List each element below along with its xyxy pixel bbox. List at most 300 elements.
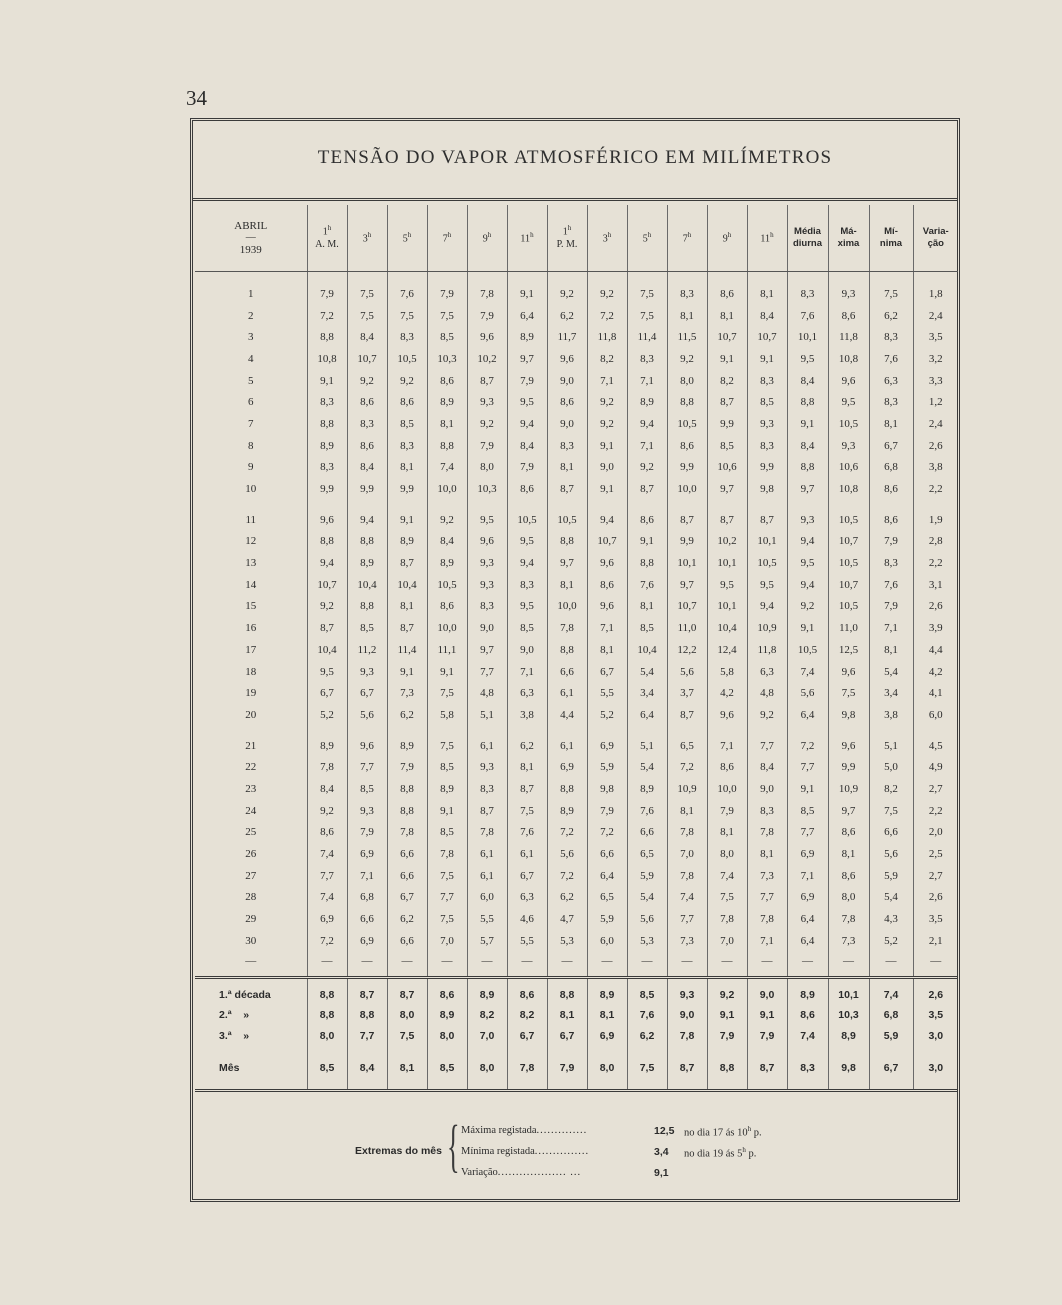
value-cell: 9,4 (747, 596, 787, 618)
value-cell: 8,8 (427, 435, 467, 457)
value-cell: 7,1 (507, 661, 547, 683)
header-dash: — (245, 232, 256, 244)
value-cell: 10,9 (747, 617, 787, 639)
value-cell: 10,5 (828, 596, 869, 618)
value-cell: 7,1 (747, 930, 787, 952)
value-cell: 9,7 (667, 574, 707, 596)
value-cell: 8,8 (547, 531, 587, 553)
hour-suffix: h (607, 230, 612, 239)
summary-value: 6,7 (869, 1058, 913, 1079)
spacer-cell (467, 272, 507, 284)
summary-value: 8,1 (547, 1005, 587, 1026)
value-cell: 11,1 (427, 639, 467, 661)
value-cell: 10,4 (627, 639, 667, 661)
value-cell: 6,2 (387, 704, 427, 726)
spacer-cell (195, 500, 307, 509)
spacer-cell (747, 500, 787, 509)
value-cell: 5,6 (627, 908, 667, 930)
summary-value: 7,9 (547, 1058, 587, 1079)
value-cell: 6,9 (307, 908, 347, 930)
value-cell: 8,9 (387, 531, 427, 553)
hour-header (347, 205, 387, 272)
summary-value: 8,7 (347, 985, 387, 1006)
value-cell: 6,9 (787, 843, 828, 865)
value-cell: 10,7 (587, 531, 627, 553)
value-cell: 7,2 (667, 756, 707, 778)
value-cell: 8,6 (347, 435, 387, 457)
value-cell: 10,5 (507, 509, 547, 531)
hour-header (427, 205, 467, 272)
day-cell: 1 (248, 287, 254, 300)
spacer-cell (747, 977, 787, 985)
spacer-cell (507, 1046, 547, 1058)
value-cell: 7,4 (667, 887, 707, 909)
value-cell: 7,5 (869, 800, 913, 822)
spacer-cell (307, 726, 347, 735)
summary-value: 8,8 (307, 1005, 347, 1026)
value-cell: 9,1 (587, 478, 627, 500)
value-cell: 9,4 (307, 552, 347, 574)
spacer-cell (347, 1046, 387, 1058)
spacer-cell (627, 1046, 667, 1058)
value-cell: 10,7 (347, 348, 387, 370)
value-cell: 6,6 (387, 930, 427, 952)
day-cell: 13 (245, 557, 257, 570)
value-cell: 10,5 (547, 509, 587, 531)
summary-value: 7,7 (347, 1026, 387, 1047)
summary-value: 9,3 (667, 985, 707, 1006)
table-row (195, 305, 958, 327)
value-cell: 8,8 (787, 391, 828, 413)
value-cell: 7,1 (627, 435, 667, 457)
spacer-cell (387, 970, 427, 978)
value-cell: 7,4 (307, 887, 347, 909)
value-cell: 10,5 (667, 413, 707, 435)
dash-cell: — (387, 952, 427, 970)
value-cell: 7,5 (427, 682, 467, 704)
hour-number: 11 (760, 232, 771, 244)
value-cell: 8,7 (547, 478, 587, 500)
value-cell: 8,9 (427, 391, 467, 413)
spacer-row (195, 500, 958, 509)
summary-value: 8,7 (747, 1058, 787, 1079)
value-cell: 9,0 (547, 370, 587, 392)
value-cell: 9,1 (747, 348, 787, 370)
day-cell: 11 (245, 513, 257, 526)
spacer-cell (913, 726, 958, 735)
hour-number: 7 (682, 232, 688, 244)
spacer-cell (869, 970, 913, 978)
value-cell: 9,1 (307, 370, 347, 392)
value-cell: 7,9 (869, 596, 913, 618)
spacer-cell (869, 726, 913, 735)
spacer-cell (427, 1046, 467, 1058)
spacer-cell (707, 970, 747, 978)
stat-header-line1: Mí- (884, 226, 898, 238)
day-cell: 18 (245, 665, 257, 678)
spacer-cell (667, 726, 707, 735)
value-cell: 10,5 (828, 552, 869, 574)
value-cell: 10,7 (747, 326, 787, 348)
value-cell: 10,9 (667, 778, 707, 800)
table-row (195, 661, 958, 683)
spacer-cell (787, 1046, 828, 1058)
value-cell: 7,7 (787, 756, 828, 778)
spacer-cell (913, 1046, 958, 1058)
value-cell: 11,8 (828, 326, 869, 348)
value-cell: 7,1 (869, 617, 913, 639)
value-cell: 10,0 (667, 478, 707, 500)
vapor-pressure-table (195, 205, 958, 1092)
extreme-dots: ................... ... (497, 1167, 582, 1178)
value-cell: 3,5 (913, 326, 958, 348)
value-cell: 4,4 (547, 704, 587, 726)
hour-header (667, 205, 707, 272)
spacer-cell (587, 1079, 627, 1091)
value-cell: 9,1 (707, 348, 747, 370)
value-cell: 4,9 (913, 756, 958, 778)
value-cell: 6,1 (507, 843, 547, 865)
value-cell: 9,6 (347, 735, 387, 757)
value-cell: 7,7 (467, 661, 507, 683)
value-cell: 5,4 (869, 661, 913, 683)
value-cell: 8,3 (467, 596, 507, 618)
value-cell: 6,1 (467, 735, 507, 757)
value-cell: 8,1 (869, 413, 913, 435)
value-cell: 8,6 (547, 391, 587, 413)
value-cell: 9,1 (587, 435, 627, 457)
table-row (195, 326, 958, 348)
spacer-cell (869, 272, 913, 284)
value-cell: 9,7 (787, 478, 828, 500)
value-cell: 5,9 (587, 908, 627, 930)
dash-cell: — (427, 952, 467, 970)
value-cell: 6,3 (507, 682, 547, 704)
hour-suffix: h (647, 230, 652, 239)
value-cell: 7,6 (627, 574, 667, 596)
value-cell: 6,0 (913, 704, 958, 726)
value-cell: 6,7 (869, 435, 913, 457)
value-cell: 12,2 (667, 639, 707, 661)
value-cell: 8,3 (307, 457, 347, 479)
value-cell: 9,9 (667, 457, 707, 479)
summary-value: 7,6 (627, 1005, 667, 1026)
value-cell: 4,5 (913, 735, 958, 757)
value-cell: 7,2 (547, 865, 587, 887)
value-cell: 8,3 (747, 435, 787, 457)
summary-value: 7,4 (787, 1026, 828, 1047)
spacer-cell (307, 970, 347, 978)
value-cell: 10,8 (307, 348, 347, 370)
value-cell: 9,1 (787, 413, 828, 435)
note-suffix: p. (745, 1148, 757, 1160)
value-cell: 7,0 (707, 930, 747, 952)
summary-value: 5,9 (869, 1026, 913, 1047)
value-cell: 9,8 (747, 478, 787, 500)
day-cell: 25 (245, 826, 257, 839)
summary-value: 8,8 (347, 1005, 387, 1026)
value-cell: 8,6 (828, 822, 869, 844)
value-cell: 7,2 (587, 822, 627, 844)
value-cell: 9,1 (387, 509, 427, 531)
hour-suffix: h (530, 230, 534, 239)
value-cell: 9,5 (507, 596, 547, 618)
table-row (195, 822, 958, 844)
value-cell: 8,8 (787, 457, 828, 479)
value-cell: 6,4 (787, 704, 828, 726)
value-cell: 6,6 (387, 843, 427, 865)
spacer-cell (307, 272, 347, 284)
summary-value: 7,8 (507, 1058, 547, 1079)
value-cell: 10,8 (828, 348, 869, 370)
summary-value: 7,8 (667, 1026, 707, 1047)
value-cell: 2,0 (913, 822, 958, 844)
value-cell: 8,7 (627, 478, 667, 500)
value-cell: 9,4 (507, 413, 547, 435)
value-cell: 9,6 (467, 531, 507, 553)
value-cell: 9,7 (828, 800, 869, 822)
value-cell: 9,2 (587, 413, 627, 435)
value-cell: 8,8 (347, 596, 387, 618)
dash-cell: — (707, 952, 747, 970)
value-cell: 8,6 (707, 283, 747, 305)
value-cell: 9,4 (627, 413, 667, 435)
value-cell: 5,5 (507, 930, 547, 952)
value-cell: 9,5 (787, 348, 828, 370)
month-label: ABRIL (234, 219, 268, 232)
dash-cell: — (587, 952, 627, 970)
value-cell: 7,6 (627, 800, 667, 822)
stat-header (787, 205, 828, 272)
dash-row (195, 952, 958, 970)
value-cell: 8,7 (667, 704, 707, 726)
stat-header (913, 205, 958, 272)
value-cell: 9,4 (347, 509, 387, 531)
stat-header-line1: Má- (840, 226, 857, 238)
value-cell: 8,3 (667, 283, 707, 305)
value-cell: 7,3 (747, 865, 787, 887)
value-cell: 7,4 (427, 457, 467, 479)
value-cell: 8,7 (507, 778, 547, 800)
value-cell: 8,4 (787, 435, 828, 457)
value-cell: 10,8 (828, 478, 869, 500)
summary-value: 8,0 (587, 1058, 627, 1079)
value-cell: 9,5 (747, 574, 787, 596)
value-cell: 8,8 (547, 639, 587, 661)
value-cell: 10,7 (707, 326, 747, 348)
table-row (195, 574, 958, 596)
value-cell: 6,5 (667, 735, 707, 757)
spacer-cell (387, 272, 427, 284)
extreme-name: Variação................... ... (461, 1167, 582, 1178)
spacer-cell (427, 726, 467, 735)
table-row (195, 639, 958, 661)
value-cell: 9,2 (307, 800, 347, 822)
day-cell: 23 (245, 782, 257, 795)
spacer-cell (387, 1079, 427, 1091)
value-cell: 10,7 (828, 574, 869, 596)
value-cell: 5,9 (869, 865, 913, 887)
table-row (195, 413, 958, 435)
header-row (195, 205, 958, 272)
value-cell: 8,7 (387, 552, 427, 574)
value-cell: 7,5 (627, 305, 667, 327)
value-cell: 9,6 (707, 704, 747, 726)
spacer-cell (467, 1046, 507, 1058)
value-cell: 10,9 (828, 778, 869, 800)
table-row (195, 457, 958, 479)
value-cell: 11,8 (747, 639, 787, 661)
value-cell: 9,5 (828, 391, 869, 413)
value-cell: 9,6 (587, 552, 627, 574)
value-cell: 5,4 (869, 887, 913, 909)
value-cell: 10,0 (547, 596, 587, 618)
hour-suffix: h (327, 224, 332, 233)
value-cell: 7,1 (707, 735, 747, 757)
spacer-cell (195, 977, 307, 985)
summary-value: 8,5 (627, 985, 667, 1006)
hour-number: 7 (442, 232, 448, 244)
hour-number: 9 (722, 232, 728, 244)
table-title: TENSÃO DO VAPOR ATMOSFÉRICO EM MILÍMETROS (317, 147, 833, 168)
value-cell: 8,5 (507, 617, 547, 639)
value-cell: 8,3 (869, 391, 913, 413)
spacer-cell (547, 272, 587, 284)
value-cell: 9,5 (787, 552, 828, 574)
value-cell: 8,3 (507, 574, 547, 596)
spacer-cell (387, 977, 427, 985)
value-cell: 6,7 (387, 887, 427, 909)
value-cell: 9,9 (707, 413, 747, 435)
value-cell: 4,8 (747, 682, 787, 704)
table-row (195, 735, 958, 757)
day-cell: 30 (245, 934, 257, 947)
value-cell: 5,6 (787, 682, 828, 704)
decade-summary-row (195, 1026, 958, 1047)
value-cell: 3,3 (913, 370, 958, 392)
spacer-cell (507, 1079, 547, 1091)
value-cell: 10,7 (667, 596, 707, 618)
day-cell: 24 (245, 804, 257, 817)
value-cell: 8,4 (307, 778, 347, 800)
value-cell: 9,2 (427, 509, 467, 531)
summary-value: 7,9 (747, 1026, 787, 1047)
value-cell: 9,1 (787, 617, 828, 639)
spacer-cell (828, 500, 869, 509)
spacer-cell (707, 1046, 747, 1058)
value-cell: 8,1 (587, 639, 627, 661)
hour-suffix: h (727, 230, 732, 239)
hour-suffix: h (567, 224, 572, 233)
value-cell: 7,8 (427, 843, 467, 865)
value-cell: 8,6 (627, 509, 667, 531)
summary-value: 8,6 (787, 1005, 828, 1026)
day-cell: 4 (248, 352, 254, 365)
day-cell: 16 (245, 622, 257, 635)
month-year-header (195, 205, 307, 272)
value-cell: 9,2 (627, 457, 667, 479)
value-cell: 8,6 (707, 756, 747, 778)
value-cell: 6,9 (587, 735, 627, 757)
value-cell: 6,0 (587, 930, 627, 952)
summary-value: 6,9 (587, 1026, 627, 1047)
value-cell: 10,2 (707, 531, 747, 553)
value-cell: 9,3 (467, 391, 507, 413)
value-cell: 6,3 (507, 887, 547, 909)
value-cell: 8,6 (869, 509, 913, 531)
value-cell: 1,8 (913, 283, 958, 305)
value-cell: 8,5 (747, 391, 787, 413)
spacer-cell (467, 500, 507, 509)
value-cell: 9,3 (467, 552, 507, 574)
summary-value: 6,7 (507, 1026, 547, 1047)
value-cell: 7,4 (307, 843, 347, 865)
value-cell: 8,4 (507, 435, 547, 457)
summary-value: 8,4 (347, 1058, 387, 1079)
value-cell: 7,5 (347, 305, 387, 327)
value-cell: 7,9 (467, 435, 507, 457)
spacer-cell (913, 272, 958, 284)
hour-suffix: h (407, 230, 412, 239)
spacer-cell (587, 272, 627, 284)
dash-cell: — (869, 952, 913, 970)
value-cell: 8,5 (387, 413, 427, 435)
value-cell: 10,7 (307, 574, 347, 596)
value-cell: 6,3 (747, 661, 787, 683)
value-cell: 10,5 (387, 348, 427, 370)
value-cell: 9,3 (787, 509, 828, 531)
value-cell: 10,5 (828, 413, 869, 435)
value-cell: 11,2 (347, 639, 387, 661)
stat-header-line2: ção (927, 238, 944, 249)
spacer-cell (307, 1046, 347, 1058)
table-row (195, 283, 958, 305)
stat-header (828, 205, 869, 272)
extreme-name: Máxima registada.............. (461, 1125, 588, 1136)
note-sup: h (747, 1125, 752, 1133)
summary-value: 9,2 (707, 985, 747, 1006)
day-cell: 12 (245, 535, 257, 548)
table-row (195, 531, 958, 553)
value-cell: 8,6 (667, 435, 707, 457)
value-cell: 9,9 (387, 478, 427, 500)
hour-number: 3 (602, 232, 608, 244)
brace-icon: { (447, 1113, 460, 1178)
day-cell: 28 (245, 891, 257, 904)
spacer-cell (427, 500, 467, 509)
hour-header (707, 205, 747, 272)
table-row (195, 478, 958, 500)
value-cell: 6,1 (547, 735, 587, 757)
value-cell: 6,4 (627, 704, 667, 726)
value-cell: 3,7 (667, 682, 707, 704)
table-row (195, 908, 958, 930)
value-cell: 7,7 (667, 908, 707, 930)
value-cell: 6,7 (507, 865, 547, 887)
note-suffix: p. (751, 1127, 762, 1139)
spacer-cell (707, 726, 747, 735)
value-cell: 9,1 (427, 661, 467, 683)
day-cell: 5 (248, 374, 254, 387)
value-cell: 7,1 (347, 865, 387, 887)
value-cell: 8,0 (828, 887, 869, 909)
dash-cell: — (307, 952, 347, 970)
value-cell: 6,8 (347, 887, 387, 909)
value-cell: 9,7 (707, 478, 747, 500)
value-cell: 7,5 (869, 283, 913, 305)
value-cell: 7,2 (547, 822, 587, 844)
value-cell: 8,7 (307, 617, 347, 639)
